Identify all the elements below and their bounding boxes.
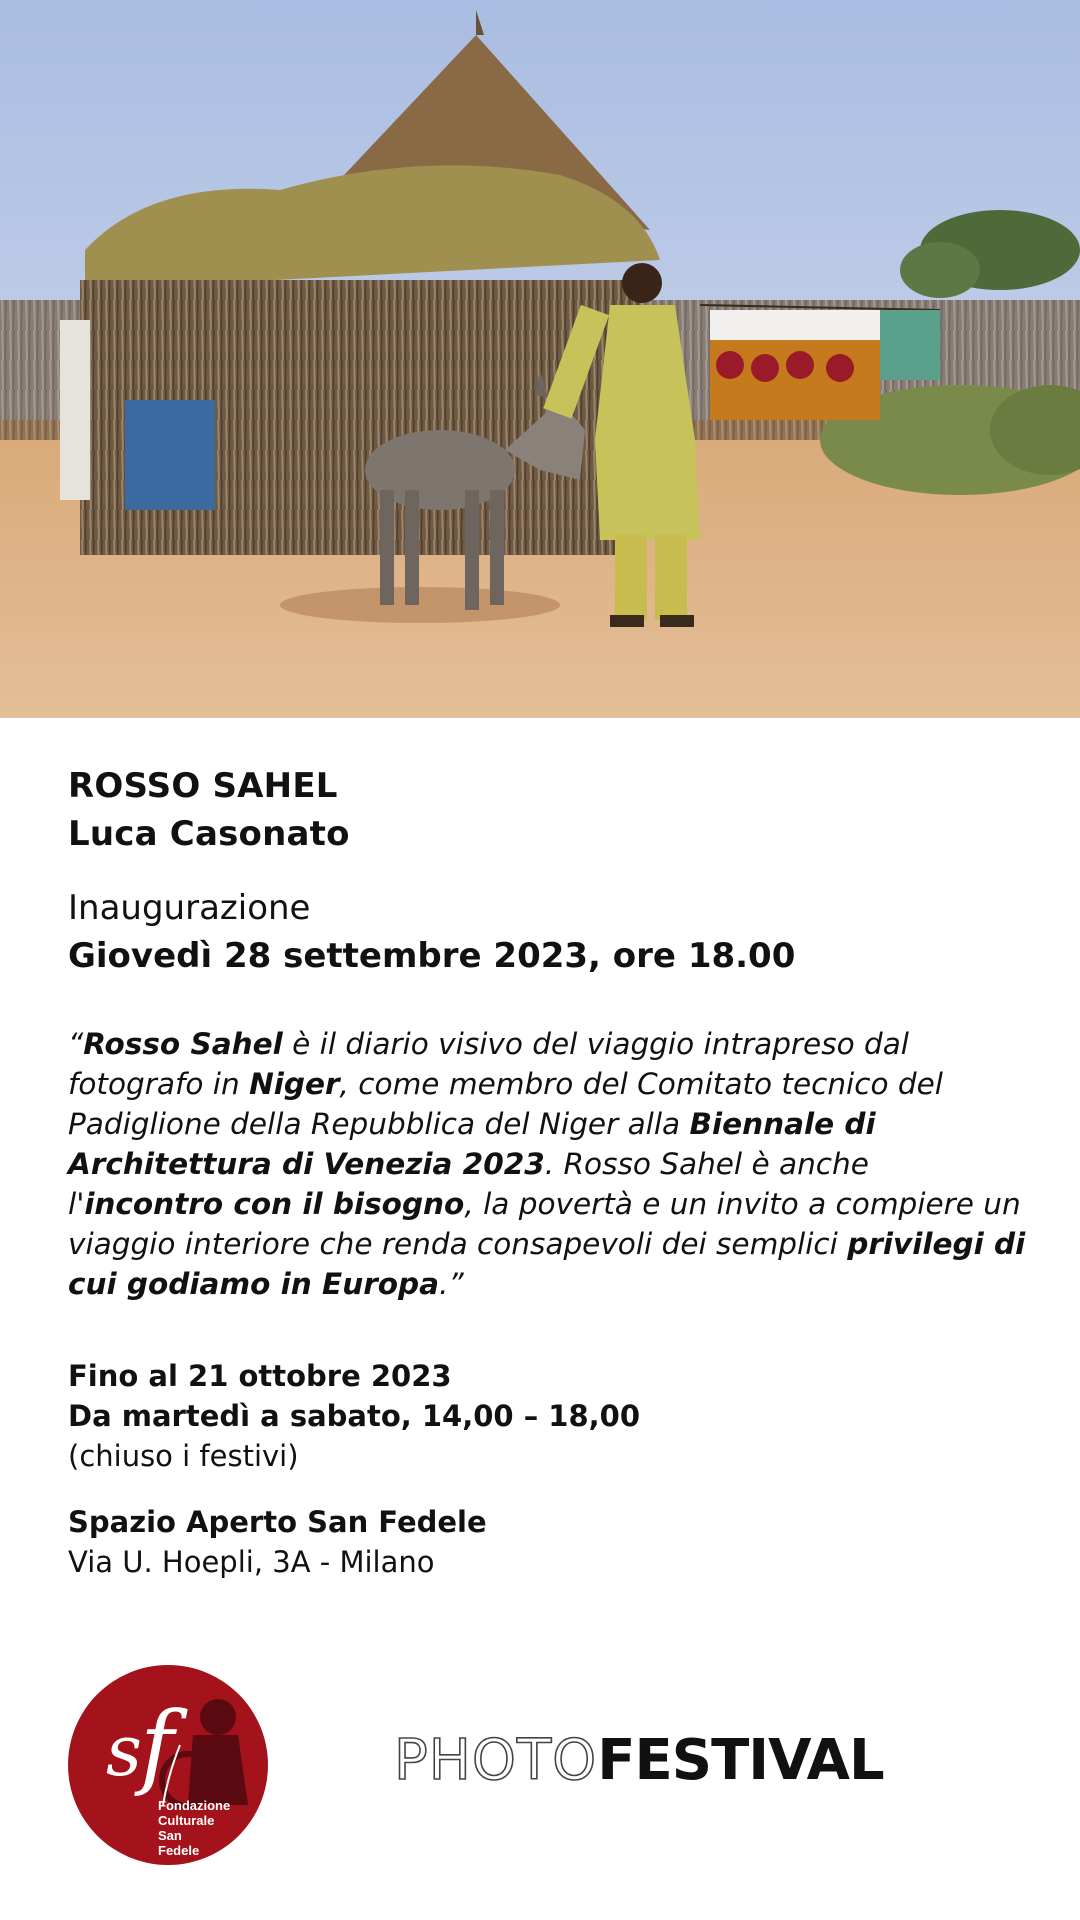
opening-date: Giovedì 28 settembre 2023, ore 18.00 (68, 936, 796, 976)
quote-bold-privilegi: privilegi di cui godiamo in Europa (68, 1227, 1026, 1301)
quote-bold-incontro: incontro con il bisogno (84, 1187, 465, 1221)
exhibition-title: ROSSO SAHEL (68, 766, 338, 806)
exhibition-author: Luca Casonato (68, 814, 350, 854)
quote-bold-title: Rosso Sahel (83, 1027, 283, 1061)
schedule-note: (chiuso i festivi) (68, 1439, 299, 1473)
svg-text:Fondazione: Fondazione (158, 1798, 231, 1813)
schedule-hours: Da martedì a sabato, 14,00 – 18,00 (68, 1399, 641, 1433)
photofestival-logo-festival: FESTIVAL (597, 1728, 884, 1793)
exhibition-description-quote (68, 1024, 1028, 1304)
quote-bold-biennale: Biennale di Architettura di Venezia 2023 (68, 1107, 876, 1181)
photofestival-logo-photo: PHOTO (394, 1728, 598, 1793)
quote-bold-niger: Niger (249, 1067, 340, 1101)
svg-text:Fedele: Fedele (158, 1843, 200, 1858)
svg-text:s: s (106, 1710, 142, 1792)
svg-text:f: f (140, 1692, 175, 1799)
quote-text-3: . Rosso Sahel è anche l' (68, 1147, 869, 1221)
quote-text-2: , come membro del Comitato tecnico del Padiglione della Repubblica del Niger alla (68, 1067, 943, 1141)
hero-photo (0, 0, 1080, 718)
quote-text-1: è il diario visivo del viaggio intrapreso dal fotografo in (68, 1027, 909, 1101)
venue-block (68, 1502, 1032, 1582)
venue-name: Spazio Aperto San Fedele (68, 1505, 487, 1539)
schedule-block (68, 1356, 1032, 1476)
svg-text:Culturale: Culturale (158, 1813, 215, 1828)
schedule-until: Fino al 21 ottobre 2023 (68, 1359, 452, 1393)
fondazione-san-fedele-logo (68, 1665, 268, 1865)
quote-text-4: , la povertà e un invito a compiere un viaggio interiore che renda consapevoli dei semplici (68, 1187, 1021, 1261)
exhibition-title-block (68, 762, 1032, 858)
opening-block (68, 884, 1032, 980)
photofestival-logo (394, 1728, 884, 1794)
quote-close: .” (439, 1267, 464, 1301)
svg-text:San: San (158, 1828, 182, 1843)
opening-label: Inaugurazione (68, 888, 311, 928)
venue-address: Via U. Hoepli, 3A - Milano (68, 1545, 435, 1579)
quote-open: “ (68, 1027, 84, 1061)
hero-photo-illustration (0, 0, 1080, 718)
